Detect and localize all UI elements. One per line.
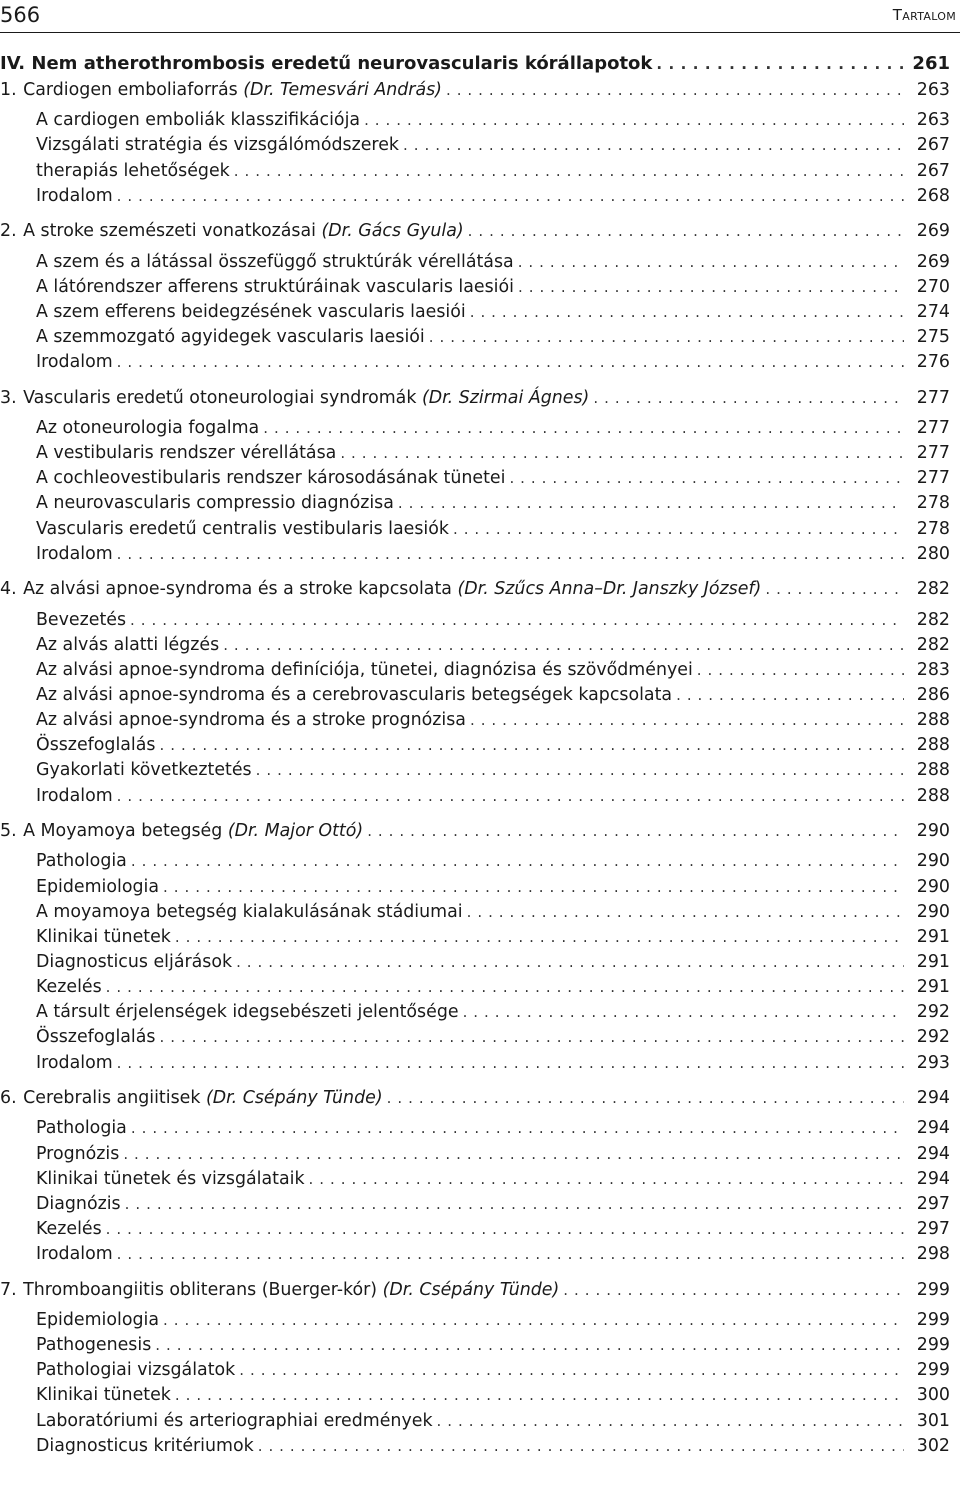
section-title: A moyamoya betegség kialakulásának stádiumai bbox=[36, 901, 463, 922]
chapter-page: 294 bbox=[916, 1088, 950, 1109]
section-entry[interactable] bbox=[36, 1242, 950, 1266]
section-page: 292 bbox=[916, 1027, 950, 1048]
section-page: 292 bbox=[916, 1002, 950, 1023]
dot-leader bbox=[106, 1217, 904, 1241]
section-page: 290 bbox=[916, 851, 950, 872]
section-title: Az alvás alatti légzés bbox=[36, 634, 220, 655]
dot-leader bbox=[234, 159, 904, 183]
section-entry[interactable] bbox=[36, 1308, 950, 1332]
section-entry[interactable] bbox=[36, 733, 950, 757]
section-entry[interactable] bbox=[36, 875, 950, 899]
section-entry[interactable] bbox=[36, 1434, 950, 1458]
section-entry[interactable] bbox=[36, 491, 950, 515]
section-title: Epidemiologia bbox=[36, 1309, 160, 1330]
section-title: A szemmozgató agyidegek vascularis laesiói bbox=[36, 327, 425, 347]
chapter-page: 282 bbox=[916, 579, 950, 600]
section-title: Bevezetés bbox=[36, 609, 127, 630]
section-entry[interactable] bbox=[36, 108, 950, 132]
section-entry[interactable] bbox=[36, 1217, 950, 1241]
section-page: 288 bbox=[916, 785, 950, 806]
dot-leader bbox=[123, 1142, 904, 1166]
chapter-title bbox=[0, 1278, 563, 1302]
dot-leader bbox=[117, 542, 904, 566]
section-page: 291 bbox=[916, 977, 950, 998]
dot-leader bbox=[340, 441, 904, 465]
section-page: 293 bbox=[916, 1052, 950, 1073]
section-title: Irodalom bbox=[36, 543, 113, 564]
dot-leader bbox=[453, 517, 904, 541]
section-title: Klinikai tünetek bbox=[36, 926, 171, 947]
section-title: Diagnosticus eljárások bbox=[36, 951, 233, 972]
dot-leader bbox=[117, 1051, 904, 1075]
dot-leader bbox=[364, 108, 904, 132]
dot-leader bbox=[175, 1383, 904, 1407]
section-entry[interactable] bbox=[36, 1116, 950, 1140]
dot-leader bbox=[656, 52, 904, 76]
section-entry[interactable] bbox=[36, 275, 950, 299]
section-title: Pathologiai vizsgálatok bbox=[36, 1360, 236, 1381]
section-entry[interactable] bbox=[36, 159, 950, 183]
section-page: 278 bbox=[916, 518, 950, 539]
dot-leader bbox=[387, 1086, 904, 1110]
chapter-title-text: Vascularis eredetű otoneurologiai syndromák bbox=[23, 387, 417, 408]
chapter-entry[interactable] bbox=[0, 386, 950, 410]
section-title: Az alvási apnoe-syndroma és a stroke prognózisa bbox=[36, 710, 466, 731]
dot-leader bbox=[367, 819, 904, 843]
section-entry[interactable] bbox=[36, 849, 950, 873]
dot-leader bbox=[256, 758, 904, 782]
section-entry[interactable] bbox=[36, 784, 950, 808]
section-entry[interactable] bbox=[36, 1333, 950, 1357]
dot-leader bbox=[159, 733, 904, 757]
section-page: 282 bbox=[916, 634, 950, 655]
section-page: 290 bbox=[916, 876, 950, 897]
section-page: 301 bbox=[916, 1410, 950, 1431]
chapter-title-text: A Moyamoya betegség bbox=[23, 821, 223, 842]
chapter-number: 1. bbox=[0, 80, 17, 101]
chapter-title bbox=[0, 577, 765, 601]
dot-leader bbox=[106, 975, 904, 999]
chapter-author: (Dr. Gács Gyula) bbox=[321, 221, 464, 242]
section-title: Az otoneurologia fogalma bbox=[36, 417, 260, 438]
chapter-entry[interactable] bbox=[0, 219, 950, 243]
section-entry[interactable] bbox=[36, 133, 950, 157]
chapter-title-text: Az alvási apnoe-syndroma és a stroke kapcsolata bbox=[23, 579, 452, 600]
dot-leader bbox=[463, 1000, 904, 1024]
section-page: 300 bbox=[916, 1385, 950, 1406]
chapter-author: (Dr. Temesvári András) bbox=[243, 80, 442, 101]
section-page: 286 bbox=[916, 684, 950, 705]
section-title: Az alvási apnoe-syndroma és a cerebrovascularis betegségek kapcsolata bbox=[36, 684, 673, 705]
chapter-page: 277 bbox=[916, 387, 950, 408]
section-title: Irodalom bbox=[36, 352, 113, 373]
section-entry[interactable] bbox=[36, 441, 950, 465]
chapter-title bbox=[0, 386, 593, 410]
section-page: 291 bbox=[916, 926, 950, 947]
section-title: A szem és a látással összefüggő struktúrák vérellátása bbox=[36, 251, 514, 272]
section-title: A cardiogen emboliák klasszifikációja bbox=[36, 110, 361, 131]
chapter-author: (Dr. Csépány Tünde) bbox=[205, 1088, 383, 1109]
dot-leader bbox=[117, 784, 904, 808]
section-title: therapiás lehetőségek bbox=[36, 160, 230, 181]
section-page: 299 bbox=[916, 1360, 950, 1381]
section-title: Klinikai tünetek és vizsgálataik bbox=[36, 1168, 305, 1189]
section-page: 294 bbox=[916, 1143, 950, 1164]
chapter-title-text: A stroke szemészeti vonatkozásai bbox=[23, 221, 316, 242]
section-page: 277 bbox=[916, 417, 950, 438]
running-title: Tartalom bbox=[892, 6, 956, 24]
section-title: Irodalom bbox=[36, 1244, 113, 1265]
section-title: Laboratóriumi és arteriographiai eredmények bbox=[36, 1410, 433, 1431]
dot-leader bbox=[518, 275, 904, 299]
chapter-page: 299 bbox=[916, 1279, 950, 1300]
chapter-page: 263 bbox=[916, 80, 950, 101]
section-page: 299 bbox=[916, 1335, 950, 1356]
section-entry[interactable] bbox=[36, 1167, 950, 1191]
section-entry[interactable] bbox=[36, 350, 950, 374]
section-title: A társult érjelenségek idegsebészeti jelentősége bbox=[36, 1002, 459, 1023]
dot-leader bbox=[676, 683, 904, 707]
section-page: 290 bbox=[916, 901, 950, 922]
section-entry[interactable] bbox=[36, 608, 950, 632]
section-entry[interactable] bbox=[36, 950, 950, 974]
section-entry[interactable] bbox=[36, 416, 950, 440]
chapter-title-text: Cardiogen emboliaforrás bbox=[23, 80, 238, 101]
section-title: Irodalom bbox=[36, 185, 113, 206]
dot-leader bbox=[223, 633, 904, 657]
section-page: 297 bbox=[916, 1193, 950, 1214]
section-page: 297 bbox=[916, 1218, 950, 1239]
section-page: 274 bbox=[916, 301, 950, 322]
dot-leader bbox=[131, 1116, 904, 1140]
chapter-title-text: Cerebralis angiitisek bbox=[23, 1088, 201, 1109]
dot-leader bbox=[470, 708, 904, 732]
dot-leader bbox=[467, 900, 904, 924]
dot-leader bbox=[593, 386, 904, 410]
section-entry[interactable] bbox=[36, 542, 950, 566]
section-entry[interactable] bbox=[36, 658, 950, 682]
section-title: Összefoglalás bbox=[36, 735, 156, 756]
chapter-number: 4. bbox=[0, 579, 17, 600]
section-title: Prognózis bbox=[36, 1143, 120, 1164]
section-entry[interactable] bbox=[36, 925, 950, 949]
chapter-title bbox=[0, 1086, 387, 1110]
section-entry[interactable] bbox=[36, 1192, 950, 1216]
section-entry[interactable] bbox=[36, 1383, 950, 1407]
section-page: 302 bbox=[916, 1435, 950, 1456]
section-entry[interactable] bbox=[36, 1409, 950, 1433]
section-page: 263 bbox=[916, 110, 950, 131]
dot-leader bbox=[239, 1358, 904, 1382]
chapter-author: (Dr. Csépány Tünde) bbox=[382, 1279, 560, 1300]
dot-leader bbox=[236, 950, 904, 974]
section-title: Vascularis eredetű centralis vestibularis laesiók bbox=[36, 518, 449, 539]
dot-leader bbox=[518, 250, 904, 274]
section-entry[interactable] bbox=[36, 758, 950, 782]
dot-leader bbox=[117, 184, 904, 208]
chapter-number: 2. bbox=[0, 221, 17, 242]
dot-leader bbox=[437, 1409, 904, 1433]
section-title: Klinikai tünetek bbox=[36, 1385, 171, 1406]
section-title: A cochleovestibularis rendszer károsodásának tünetei bbox=[36, 468, 506, 489]
section-page: 278 bbox=[916, 493, 950, 514]
section-title: A szem efferens beidegzésének vascularis laesiói bbox=[36, 301, 466, 322]
chapter-author: (Dr. Major Ottó) bbox=[227, 821, 364, 842]
section-entry[interactable] bbox=[36, 1358, 950, 1382]
section-page: 299 bbox=[916, 1309, 950, 1330]
section-title: Pathologia bbox=[36, 1118, 127, 1139]
chapter-number: 3. bbox=[0, 387, 17, 408]
chapter-page: 269 bbox=[916, 221, 950, 242]
section-title: Kezelés bbox=[36, 1218, 102, 1239]
page-number: 566 bbox=[0, 3, 41, 27]
chapter-entry[interactable] bbox=[0, 577, 950, 601]
chapter-author: (Dr. Szűcs Anna–Dr. Janszky József) bbox=[457, 579, 762, 600]
section-page: 288 bbox=[916, 760, 950, 781]
dot-leader bbox=[125, 1192, 904, 1216]
section-title: Diagnosticus kritériumok bbox=[36, 1435, 254, 1456]
chapter-author: (Dr. Szirmai Ágnes) bbox=[421, 387, 590, 408]
section-title: Epidemiologia bbox=[36, 876, 160, 897]
section-title: Vizsgálati stratégia és vizsgálómódszerek bbox=[36, 135, 399, 156]
section-page: 298 bbox=[916, 1244, 950, 1265]
section-page: 267 bbox=[916, 135, 950, 156]
section-title: A vestibularis rendszer vérellátása bbox=[36, 443, 337, 464]
chapter-title bbox=[0, 819, 367, 843]
section-page: 291 bbox=[916, 951, 950, 972]
chapter-entry[interactable] bbox=[0, 1278, 950, 1302]
chapter-number: 7. bbox=[0, 1279, 17, 1300]
dot-leader bbox=[429, 325, 904, 349]
dot-leader bbox=[446, 78, 904, 102]
section-title: A látórendszer afferens struktúráinak vascularis laesiói bbox=[36, 276, 514, 297]
section-title: Irodalom bbox=[36, 785, 113, 806]
section-page: 269 bbox=[916, 251, 950, 272]
section-title: A neurovascularis compressio diagnózisa bbox=[36, 493, 394, 514]
section-title: Gyakorlati következtetés bbox=[36, 760, 252, 781]
section-entry[interactable] bbox=[36, 633, 950, 657]
dot-leader bbox=[697, 658, 904, 682]
part-title: IV. Nem atherothrombosis eredetű neurovascularis kórállapotok bbox=[0, 53, 653, 74]
section-entry[interactable] bbox=[36, 250, 950, 274]
dot-leader bbox=[263, 416, 904, 440]
section-title: Összefoglalás bbox=[36, 1027, 156, 1048]
running-head bbox=[0, 2, 960, 28]
chapter-title bbox=[0, 78, 446, 102]
section-entry[interactable] bbox=[36, 708, 950, 732]
dot-leader bbox=[163, 875, 904, 899]
dot-leader bbox=[403, 133, 904, 157]
dot-leader bbox=[765, 577, 904, 601]
dot-leader bbox=[309, 1167, 904, 1191]
section-title: Pathogenesis bbox=[36, 1335, 152, 1356]
dot-leader bbox=[470, 300, 904, 324]
section-entry[interactable] bbox=[36, 466, 950, 490]
section-entry[interactable] bbox=[36, 683, 950, 707]
dot-leader bbox=[117, 350, 904, 374]
section-page: 294 bbox=[916, 1118, 950, 1139]
section-entry[interactable] bbox=[36, 1142, 950, 1166]
section-title: Diagnózis bbox=[36, 1193, 121, 1214]
part-heading bbox=[0, 52, 950, 76]
section-entry[interactable] bbox=[36, 184, 950, 208]
chapter-page: 290 bbox=[916, 821, 950, 842]
header-rule bbox=[0, 32, 960, 33]
dot-leader bbox=[468, 219, 904, 243]
chapter-entry[interactable] bbox=[0, 78, 950, 102]
chapter-entry[interactable] bbox=[0, 819, 950, 843]
section-page: 294 bbox=[916, 1168, 950, 1189]
section-page: 288 bbox=[916, 735, 950, 756]
chapter-number: 6. bbox=[0, 1088, 17, 1109]
dot-leader bbox=[258, 1434, 904, 1458]
section-page: 267 bbox=[916, 160, 950, 181]
dot-leader bbox=[563, 1278, 904, 1302]
dot-leader bbox=[117, 1242, 904, 1266]
chapter-entry[interactable] bbox=[0, 1086, 950, 1110]
dot-leader bbox=[163, 1308, 904, 1332]
section-entry[interactable] bbox=[36, 1000, 950, 1024]
section-entry[interactable] bbox=[36, 517, 950, 541]
section-page: 280 bbox=[916, 543, 950, 564]
section-entry[interactable] bbox=[36, 1051, 950, 1075]
section-page: 270 bbox=[916, 276, 950, 297]
section-title: Az alvási apnoe-syndroma definíciója, tünetei, diagnózisa és szövődményei bbox=[36, 659, 693, 680]
section-title: Pathologia bbox=[36, 851, 127, 872]
dot-leader bbox=[175, 925, 904, 949]
section-entry[interactable] bbox=[36, 900, 950, 924]
dot-leader bbox=[131, 849, 904, 873]
section-page: 282 bbox=[916, 609, 950, 630]
section-page: 276 bbox=[916, 352, 950, 373]
section-page: 268 bbox=[916, 185, 950, 206]
chapter-title-text: Thromboangiitis obliterans (Buerger-kór) bbox=[23, 1279, 378, 1300]
dot-leader bbox=[398, 491, 904, 515]
chapter-title bbox=[0, 219, 468, 243]
dot-leader bbox=[155, 1333, 904, 1357]
section-page: 277 bbox=[916, 443, 950, 464]
dot-leader bbox=[159, 1025, 904, 1049]
section-page: 288 bbox=[916, 710, 950, 731]
section-title: Kezelés bbox=[36, 977, 102, 998]
section-page: 275 bbox=[916, 327, 950, 347]
dot-leader bbox=[130, 608, 904, 632]
chapter-number: 5. bbox=[0, 821, 17, 842]
section-entry[interactable] bbox=[36, 325, 950, 349]
section-entry[interactable] bbox=[36, 1025, 950, 1049]
section-entry[interactable] bbox=[36, 300, 950, 324]
section-page: 277 bbox=[916, 468, 950, 489]
section-title: Irodalom bbox=[36, 1052, 113, 1073]
section-page: 283 bbox=[916, 659, 950, 680]
section-entry[interactable] bbox=[36, 975, 950, 999]
part-page: 261 bbox=[912, 53, 950, 74]
dot-leader bbox=[509, 466, 904, 490]
